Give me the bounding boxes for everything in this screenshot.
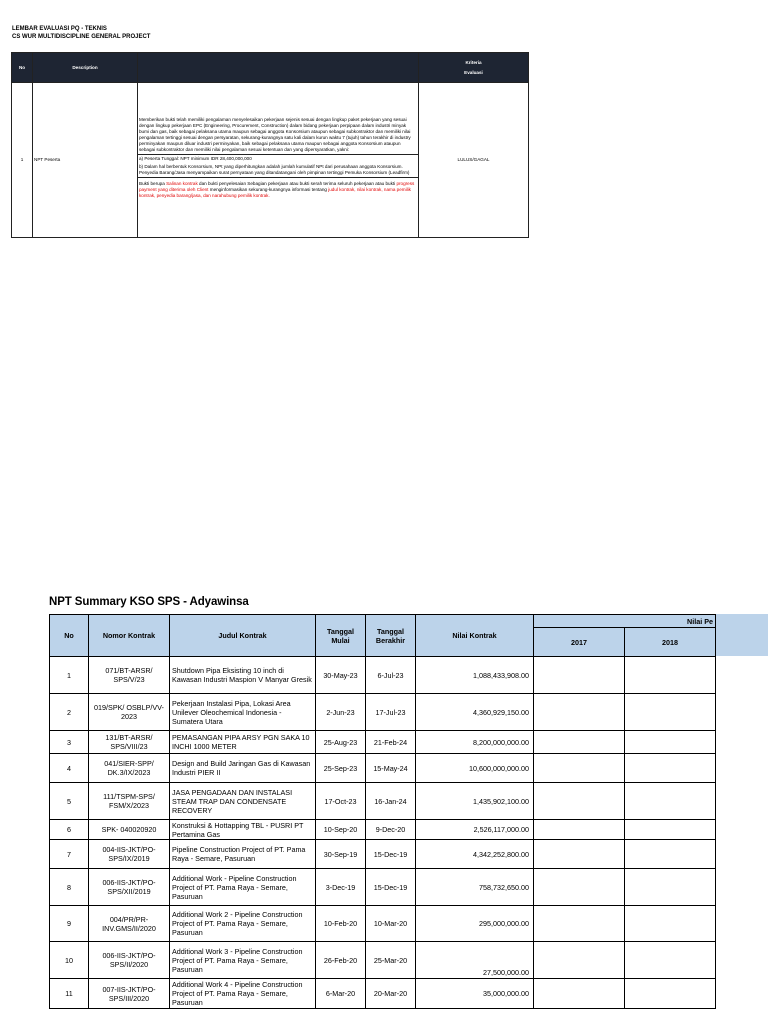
npt-header-nilai-per-year: Nilai Pe [534,615,716,628]
npt-table-row [50,657,716,694]
npt-cell-year-2017 [534,906,625,942]
npt-cell-judul-kontrak: JASA PENGADAAN DAN INSTALASI STEAM TRAP DAN CONDENSATE RECOVERY [170,783,316,820]
npt-cell-tanggal-mulai: 17-Oct-23 [316,783,366,820]
requirement-paragraph-4 [138,177,418,205]
evaluation-header-row [12,53,529,83]
npt-cell-tanggal-berakhir: 9-Dec-20 [366,820,416,840]
evaluation-title-line2: CS WUR MULTIDISCIPLINE GENERAL PROJECT [12,34,151,40]
npt-table-row [50,731,716,754]
npt-table-row [50,840,716,869]
npt-cell-nilai-kontrak: 4,360,929,150.00 [416,694,534,731]
npt-cell-tanggal-mulai: 2-Jun-23 [316,694,366,731]
header-description: Description [33,53,138,83]
npt-cell-nilai-kontrak: 8,200,000,000.00 [416,731,534,754]
p4-text-c: dan bukti penyelesaian Sebagian pekerjaan atau bukti serah terima seluruh pekerjaan atau bukti [197,180,397,186]
npt-cell-tanggal-berakhir: 21-Feb-24 [366,731,416,754]
npt-cell-year-2018 [625,942,716,979]
evaluation-title-line1: LEMBAR EVALUASI PQ - TEKNIS [12,26,107,32]
npt-cell-tanggal-berakhir: 15-Dec-19 [366,840,416,869]
npt-cell-year-2017 [534,731,625,754]
npt-cell-tanggal-mulai: 25-Sep-23 [316,754,366,783]
npt-cell-no: 1 [50,657,89,694]
npt-header-year-2018: 2018 [625,628,716,657]
p4-text-d: progress payment yang diterima oleh Client [139,180,415,192]
npt-cell-year-2017 [534,694,625,731]
requirement-paragraph-3: b) Dalam hal berbentuk Konsorsium, NPt yang diperhitungkan adalah jumlah kumulatif NPt dari perusahaan anggota Konsorsium. Penyedia Barang/Jasa menyampaikan surat pernyataan yang ditandatangani oleh pimpinan tertinggi Pemuka Konsorsium (Leadfirm) [139,163,410,175]
npt-header-nilai-kontrak: Nilai Kontrak [416,615,534,657]
npt-cell-nomor-kontrak: 111/TSPM-SPS/ FSM/X/2023 [89,783,170,820]
requirement-paragraph-2: a) Peserta Tunggal: NPT minimum IDR 28,400,000,000 [138,154,418,163]
npt-cell-nilai-kontrak: 295,000,000.00 [416,906,534,942]
header-blank [138,53,419,83]
npt-cell-nomor-kontrak: 007-IIS-JKT/PO- SPS/III/2020 [89,979,170,1009]
npt-cell-judul-kontrak: Additional Work 2 - Pipeline Construction Project of PT. Pama Raya - Semare, Pasuruan [170,906,316,942]
npt-cell-no: 10 [50,942,89,979]
npt-table-row [50,783,716,820]
npt-cell-nilai-kontrak: 4,342,252,800.00 [416,840,534,869]
p4-text-a: Bukti berupa [139,180,167,186]
npt-cell-nomor-kontrak: 131/BT-ARSR/ SPS/VIII/23 [89,731,170,754]
npt-cell-nomor-kontrak: 006-IIS-JKT/PO- SPS/II/2020 [89,942,170,979]
npt-cell-judul-kontrak: Pipeline Construction Project of PT. Pama Raya - Semare, Pasuruan [170,840,316,869]
npt-cell-tanggal-berakhir: 25-Mar-20 [366,942,416,979]
npt-header-tanggal-berakhir: Tanggal Berakhir [366,615,416,657]
npt-cell-nilai-kontrak: 35,000,000.00 [416,979,534,1009]
npt-table-row [50,869,716,906]
npt-cell-nilai-kontrak: 758,732,650.00 [416,869,534,906]
npt-cell-tanggal-berakhir: 17-Jul-23 [366,694,416,731]
npt-table-body [50,657,716,1009]
npt-cell-nomor-kontrak: 019/SPK/ OSBLP/VV-2023 [89,694,170,731]
npt-header-row-1 [50,615,716,628]
npt-cell-tanggal-berakhir: 10-Mar-20 [366,906,416,942]
npt-cell-nilai-kontrak: 1,088,433,908.00 [416,657,534,694]
npt-cell-year-2018 [625,840,716,869]
npt-cell-tanggal-berakhir: 20-Mar-20 [366,979,416,1009]
npt-cell-no: 8 [50,869,89,906]
npt-cell-year-2018 [625,731,716,754]
npt-table-row [50,942,716,979]
header-no: No [12,53,33,83]
npt-cell-year-2018 [625,657,716,694]
npt-table-row [50,754,716,783]
npt-cell-judul-kontrak: Shutdown Pipa Eksisting 10 inch di Kawasan Industri Maspion V Manyar Gresik [170,657,316,694]
npt-cell-nomor-kontrak: 004-IIS-JKT/PO- SPS/IX/2019 [89,840,170,869]
npt-cell-no: 11 [50,979,89,1009]
npt-header-judul-kontrak: Judul Kontrak [170,615,316,657]
header-criteria-line2: Evaluasi [464,69,483,75]
npt-cell-tanggal-mulai: 10-Sep-20 [316,820,366,840]
p4-text-e: menginformasikan sekurang-kurangnya informasi tentang [208,186,329,192]
npt-cell-year-2018 [625,783,716,820]
npt-cell-no: 2 [50,694,89,731]
header-criteria-line1: Kriteria [465,59,482,65]
npt-cell-year-2018 [625,906,716,942]
npt-cell-no: 7 [50,840,89,869]
npt-header-tanggal-mulai: Tanggal Mulai [316,615,366,657]
header-criteria [419,53,529,83]
p4-text-b: Salinan kontrak [166,180,198,186]
npt-cell-year-2017 [534,869,625,906]
npt-cell-year-2017 [534,783,625,820]
npt-cell-tanggal-mulai: 6-Mar-20 [316,979,366,1009]
requirement-paragraph-1: Memberikan bukti telah memiliki pengalaman menyelesaikan pekerjaan sejenis sesuai dengan lingkup paket pekerjaan yang sesuai dengan lingkup pekerjaan EPC (Engineering, Procurement, Construction) dalam bidang pekerjaan perpipaan dalam industri minyak bumi dan gas, baik sebagai pelaksana utama maupun sebagai anggota Konsorsium ataupun sebagai subkontraktor dan memiliki nilai pengalaman tertinggi sesuai dengan persyaratan, sekurang-kurangnya satu kali dalam kurun waktu 7 (tujuh) tahun terakhir di industry perminyakan maupun diluar industri perminyakan, baik sebagai pelaksana utama maupun sebagai anggota Konsorsium ataupun sebagai subkontraktor dan memiliki nilai pengalaman sesuai ketentuan dan yang dipersyaratkan, yakni: [139,116,411,152]
npt-header-no: No [50,615,89,657]
evaluation-row-no: 1 [12,83,33,238]
npt-cell-year-2017 [534,979,625,1009]
npt-cell-judul-kontrak: Additional Work 4 - Pipeline Construction Project of PT. Pama Raya - Semare, Pasuruan [170,979,316,1009]
npt-cell-tanggal-berakhir: 16-Jan-24 [366,783,416,820]
evaluation-row-requirements [138,83,419,238]
npt-table-row [50,694,716,731]
npt-table-row [50,820,716,840]
npt-cell-year-2018 [625,694,716,731]
npt-cell-nilai-kontrak: 27,500,000.00 [416,942,534,979]
npt-cell-judul-kontrak: Konstruksi & Hottapping TBL - PUSRI PT Pertamina Gas [170,820,316,840]
npt-cell-year-2017 [534,754,625,783]
npt-cell-year-2017 [534,840,625,869]
npt-cell-judul-kontrak: Additional Work - Pipeline Construction Project of PT. Pama Raya - Semare, Pasuruan [170,869,316,906]
npt-cell-nilai-kontrak: 2,526,117,000.00 [416,820,534,840]
header-overflow-band [715,614,768,656]
npt-cell-nomor-kontrak: SPK- 040020920 [89,820,170,840]
npt-cell-tanggal-mulai: 3-Dec-19 [316,869,366,906]
npt-cell-year-2018 [625,754,716,783]
npt-cell-tanggal-berakhir: 15-May-24 [366,754,416,783]
npt-cell-tanggal-mulai: 10-Feb-20 [316,906,366,942]
evaluation-table [11,52,529,238]
npt-cell-nilai-kontrak: 1,435,902,100.00 [416,783,534,820]
evaluation-row [12,83,529,238]
npt-cell-year-2017 [534,820,625,840]
npt-cell-tanggal-mulai: 30-May-23 [316,657,366,694]
p4-text-f: judul kontrak, nilai kontrak, nama pemilik kontrak, penyedia barang/jasa, dan narahubung pemilik kontrak. [139,186,411,198]
npt-table-row [50,906,716,942]
npt-cell-year-2017 [534,657,625,694]
npt-cell-nomor-kontrak: 004/PR/PR- INV.GMS/II/2020 [89,906,170,942]
npt-cell-judul-kontrak: PEMASANGAN PIPA ARSY PGN SAKA 10 INCHI 1000 METER [170,731,316,754]
npt-cell-year-2018 [625,869,716,906]
npt-cell-judul-kontrak: Pekerjaan Instalasi Pipa, Lokasi Area Unilever Oleochemical Indonesia - Sumatera Utara [170,694,316,731]
npt-cell-nomor-kontrak: 006-IIS-JKT/PO- SPS/XII/2019 [89,869,170,906]
npt-cell-no: 5 [50,783,89,820]
npt-cell-no: 4 [50,754,89,783]
npt-header-year-2017: 2017 [534,628,625,657]
npt-cell-tanggal-mulai: 26-Feb-20 [316,942,366,979]
npt-summary-table [49,614,716,1009]
npt-cell-year-2018 [625,979,716,1009]
npt-table-row [50,979,716,1009]
npt-cell-no: 3 [50,731,89,754]
npt-cell-tanggal-mulai: 25-Aug-23 [316,731,366,754]
npt-cell-tanggal-berakhir: 15-Dec-19 [366,869,416,906]
npt-header-nomor-kontrak: Nomor Kontrak [89,615,170,657]
evaluation-title [12,25,150,41]
npt-cell-no: 9 [50,906,89,942]
evaluation-row-criteria: LULUS/GAGAL [419,83,529,238]
npt-cell-year-2018 [625,820,716,840]
npt-summary-title: NPT Summary KSO SPS - Adyawinsa [49,596,249,608]
npt-cell-tanggal-berakhir: 6-Jul-23 [366,657,416,694]
npt-cell-nomor-kontrak: 071/BT-ARSR/ SPS/V/23 [89,657,170,694]
evaluation-row-item: NPT Peserta [33,83,138,238]
npt-cell-year-2017 [534,942,625,979]
npt-cell-judul-kontrak: Design and Build Jaringan Gas di Kawasan Industri PIER II [170,754,316,783]
npt-cell-nomor-kontrak: 041/SIER-SPP/ DK.3/IX/2023 [89,754,170,783]
npt-cell-nilai-kontrak: 10,600,000,000.00 [416,754,534,783]
npt-cell-no: 6 [50,820,89,840]
npt-cell-judul-kontrak: Additional Work 3 - Pipeline Construction Project of PT. Pama Raya - Semare, Pasuruan [170,942,316,979]
npt-cell-tanggal-mulai: 30-Sep-19 [316,840,366,869]
